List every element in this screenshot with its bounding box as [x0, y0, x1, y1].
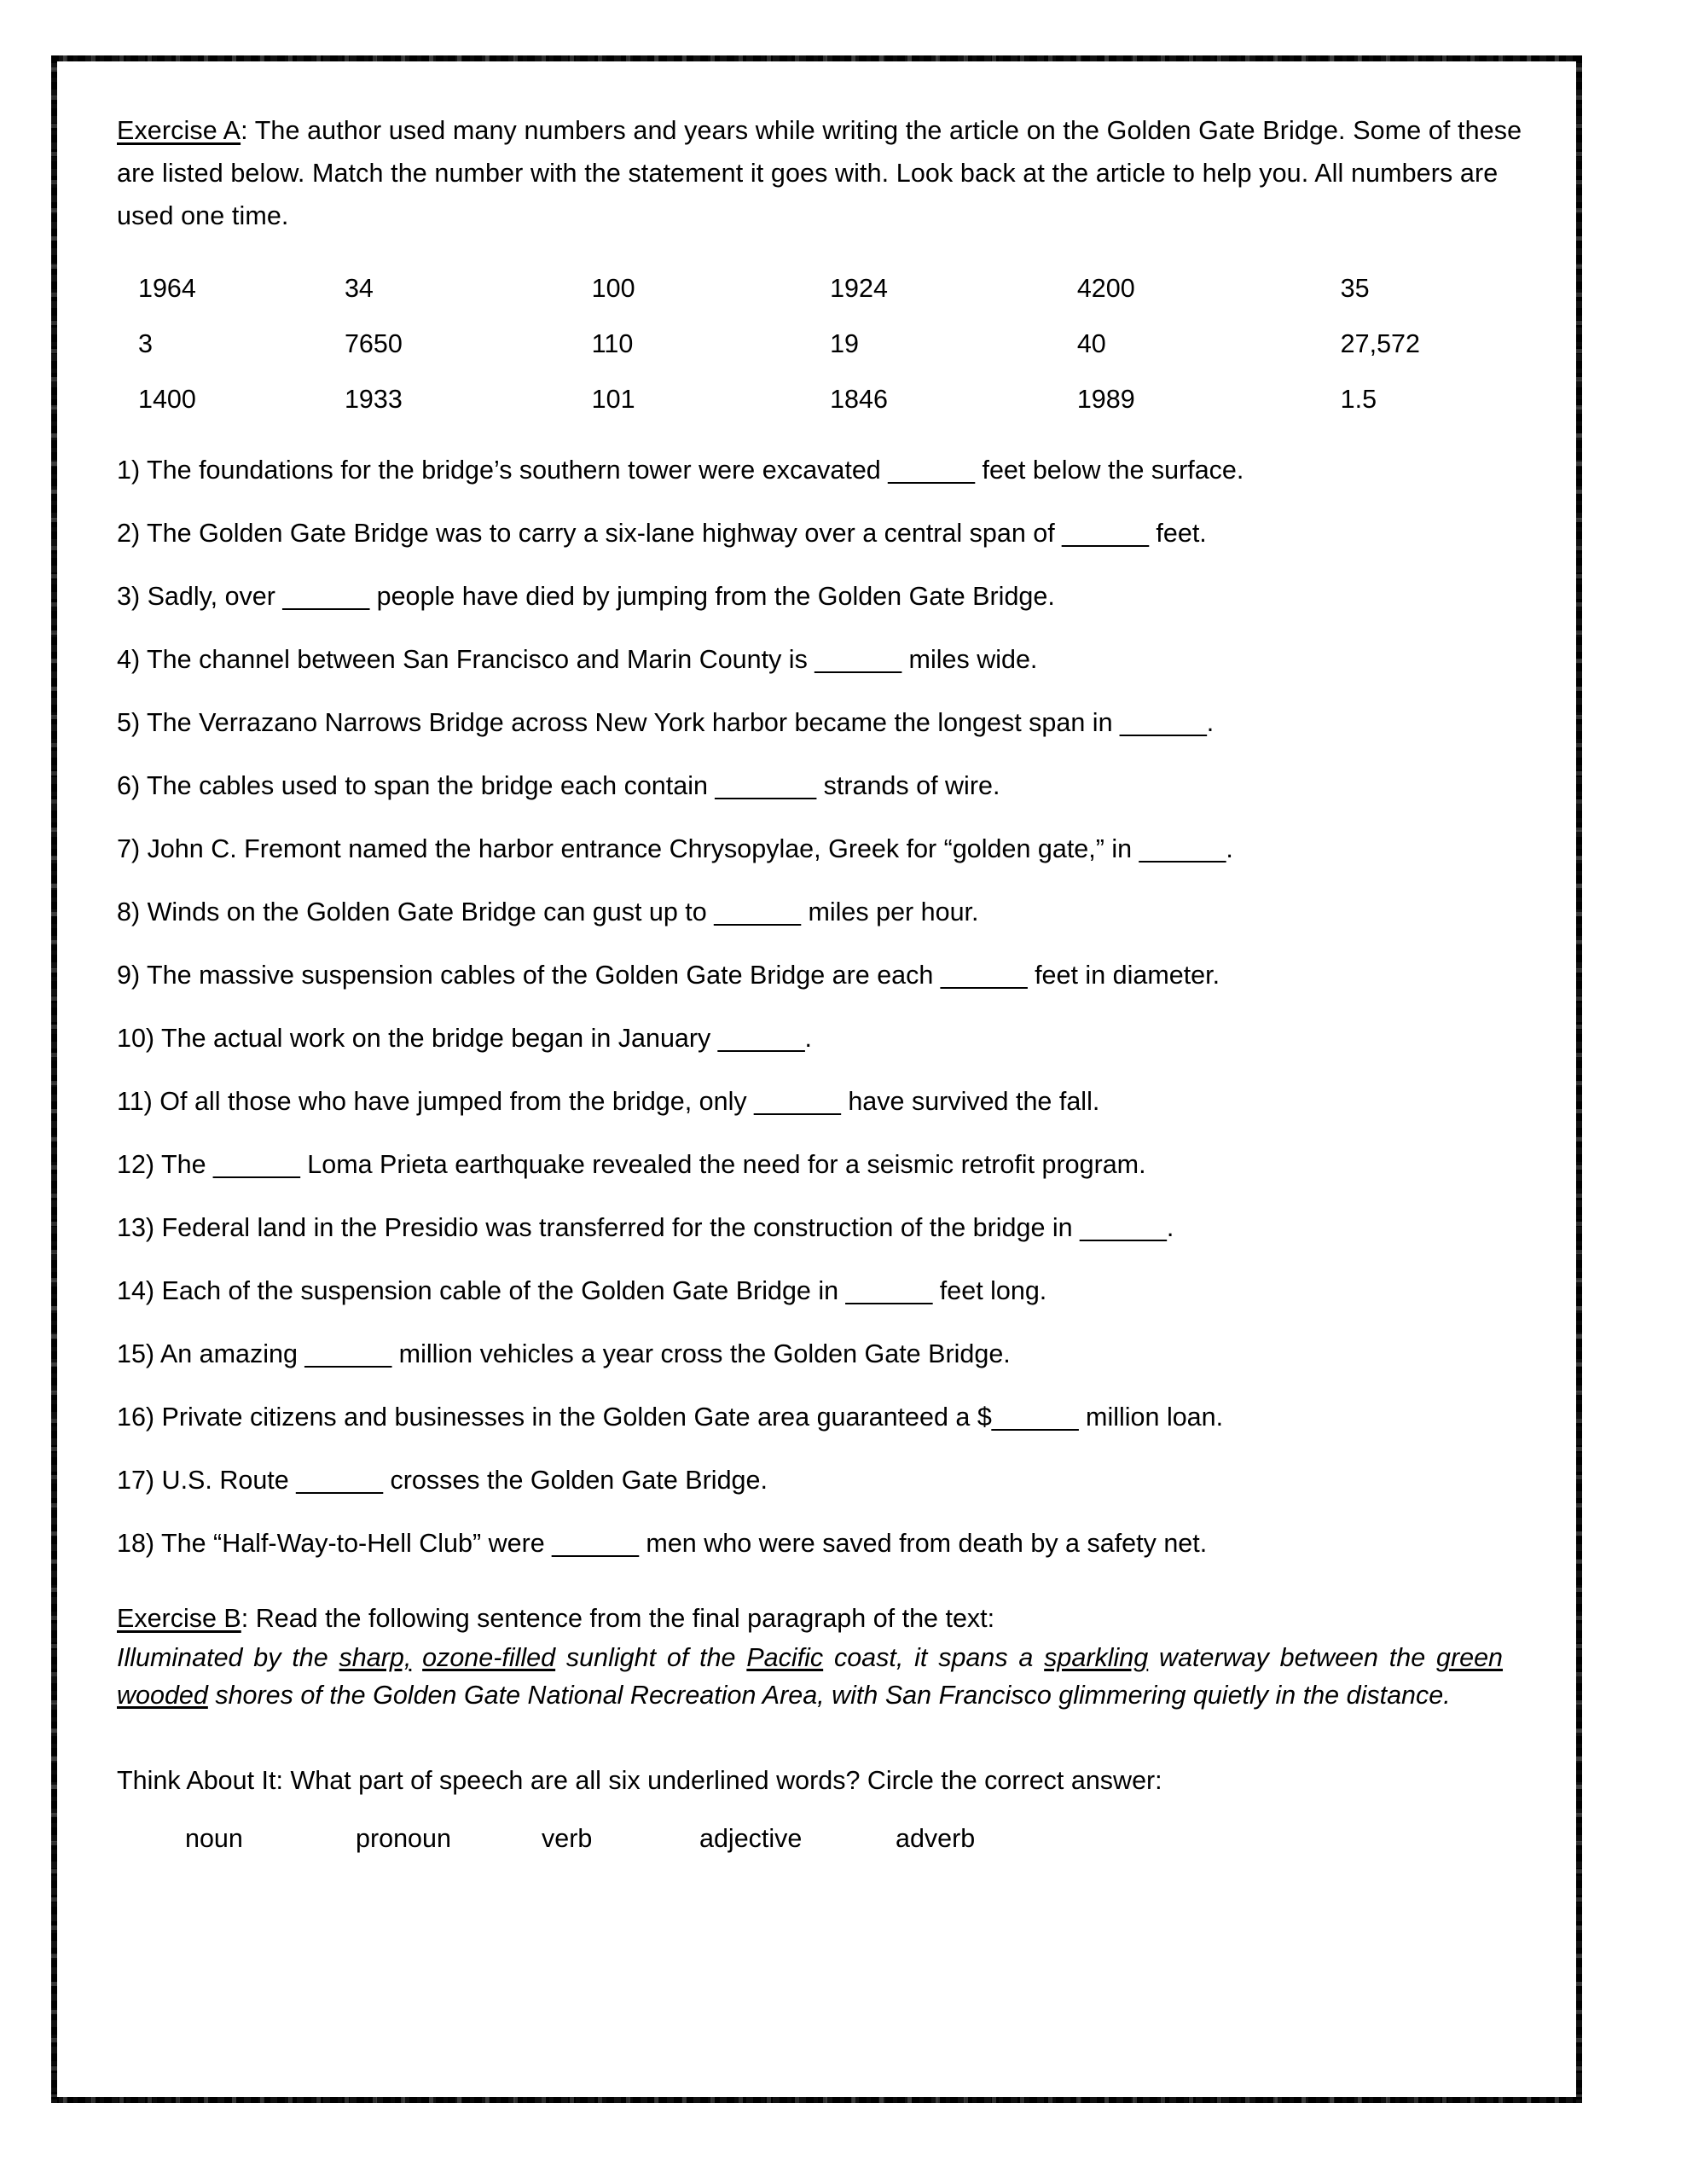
worksheet-content	[117, 109, 1539, 1857]
number-bank-row	[117, 372, 1507, 427]
passage-text: waterway between the	[1148, 1643, 1436, 1672]
frame-right-edge	[1576, 55, 1582, 2103]
question-list	[117, 453, 1539, 1560]
number-bank-cell: 101	[591, 385, 635, 414]
number-bank-cell: 34	[344, 274, 374, 303]
choice-adverb[interactable]: adverb	[896, 1824, 976, 1853]
choice-adjective[interactable]: adjective	[699, 1824, 803, 1853]
exercise-b-label: Exercise B	[117, 1604, 241, 1633]
number-bank-cell: 1846	[830, 385, 888, 414]
number-bank-row	[117, 317, 1507, 372]
question-item: 14) Each of the suspension cable of the Golden Gate Bridge in ______ feet long.	[117, 1276, 1047, 1305]
exercise-a-label: Exercise A	[117, 116, 241, 145]
exercise-b-section	[117, 1600, 1539, 1714]
number-bank-cell: 1964	[138, 274, 196, 303]
passage-text: sunlight of the	[555, 1643, 747, 1672]
passage-text: shores of the Golden Gate National Recreation Area, with San Francisco glimmering quietly in the distance.	[207, 1681, 1451, 1710]
choice-verb[interactable]: verb	[542, 1824, 593, 1853]
passage-text: Illuminated by the	[117, 1643, 339, 1672]
number-bank-cell: 4200	[1076, 274, 1135, 303]
number-bank-cell: 19	[830, 329, 860, 358]
number-bank-cell: 110	[591, 329, 634, 358]
number-bank-row	[117, 261, 1507, 317]
question-item: 6) The cables used to span the bridge each contain _______ strands of wire.	[117, 771, 1000, 800]
question-item: 17) U.S. Route ______ crosses the Golden Gate Bridge.	[117, 1466, 768, 1495]
underlined-word: sharp,	[339, 1643, 412, 1672]
passage-text: coast, it spans a	[823, 1643, 1045, 1672]
question-item: 11) Of all those who have jumped from the bridge, only ______ have survived the fall.	[117, 1087, 1100, 1116]
number-bank-cell: 100	[591, 274, 635, 303]
question-item: 16) Private citizens and businesses in the Golden Gate area guaranteed a $______ million loan.	[117, 1403, 1224, 1432]
passage-text	[411, 1643, 422, 1672]
number-bank-table	[117, 261, 1507, 427]
frame-bottom-edge	[51, 2097, 1582, 2103]
frame-left-edge	[51, 55, 57, 2103]
exercise-b-intro-text: : Read the following sentence from the final paragraph of the text:	[241, 1604, 995, 1633]
underlined-word: green	[1436, 1643, 1504, 1672]
number-bank-cell: 1400	[138, 385, 196, 414]
question-item: 12) The ______ Loma Prieta earthquake revealed the need for a seismic retrofit program.	[117, 1150, 1146, 1179]
think-about-it-prompt: Think About It: What part of speech are all six underlined words? Circle the correct answer:	[117, 1766, 1162, 1795]
question-item: 2) The Golden Gate Bridge was to carry a six-lane highway over a central span of ______ feet.	[117, 519, 1207, 548]
underlined-word: Pacific	[746, 1643, 824, 1672]
question-item: 4) The channel between San Francisco and Marin County is ______ miles wide.	[117, 645, 1038, 674]
exercise-a-instructions	[117, 109, 1539, 237]
number-bank-cell: 7650	[344, 329, 403, 358]
quoted-passage	[117, 1639, 1503, 1714]
question-item: 5) The Verrazano Narrows Bridge across New York harbor became the longest span in ______.	[117, 708, 1215, 737]
question-item: 3) Sadly, over ______ people have died by jumping from the Golden Gate Bridge.	[117, 582, 1055, 611]
question-item: 15) An amazing ______ million vehicles a year cross the Golden Gate Bridge.	[117, 1339, 1011, 1368]
number-bank-cell: 40	[1076, 329, 1106, 358]
number-bank-cell: 35	[1340, 274, 1370, 303]
exercise-b-instructions	[117, 1600, 1539, 1637]
choice-pronoun[interactable]: pronoun	[356, 1824, 451, 1853]
part-of-speech-choices	[117, 1820, 1539, 1857]
question-item: 10) The actual work on the bridge began in January ______.	[117, 1024, 813, 1053]
underlined-word: wooded	[117, 1681, 208, 1710]
number-bank-cell: 1989	[1076, 385, 1135, 414]
question-item: 8) Winds on the Golden Gate Bridge can gust up to ______ miles per hour.	[117, 897, 979, 926]
number-bank-cell: 3	[138, 329, 153, 358]
question-item: 18) The “Half-Way-to-Hell Club” were ______ men who were saved from death by a safety net.	[117, 1529, 1208, 1558]
number-bank-cell: 1.5	[1340, 385, 1377, 414]
frame-top-edge	[51, 55, 1582, 61]
question-item: 13) Federal land in the Presidio was transferred for the construction of the bridge in ______.	[117, 1213, 1174, 1242]
underlined-word: ozone-filled	[422, 1643, 556, 1672]
number-bank-cell: 1924	[830, 274, 888, 303]
number-bank-cell: 27,572	[1340, 329, 1420, 358]
exercise-a-intro-text: : The author used many numbers and years while writing the article on the Golden Gate Bridge. Some of these are listed below. Match the number with the statement it goes with. Look back at the article to help you. All numbers are used one time.	[117, 116, 1522, 230]
choice-noun[interactable]: noun	[185, 1824, 243, 1853]
question-item: 9) The massive suspension cables of the Golden Gate Bridge are each ______ feet in diameter.	[117, 961, 1220, 990]
number-bank-cell: 1933	[344, 385, 403, 414]
question-item: 1) The foundations for the bridge’s southern tower were excavated ______ feet below the surface.	[117, 456, 1244, 485]
underlined-word: sparkling	[1044, 1643, 1149, 1672]
question-item: 7) John C. Fremont named the harbor entrance Chrysopylae, Greek for “golden gate,” in ______.	[117, 834, 1233, 863]
